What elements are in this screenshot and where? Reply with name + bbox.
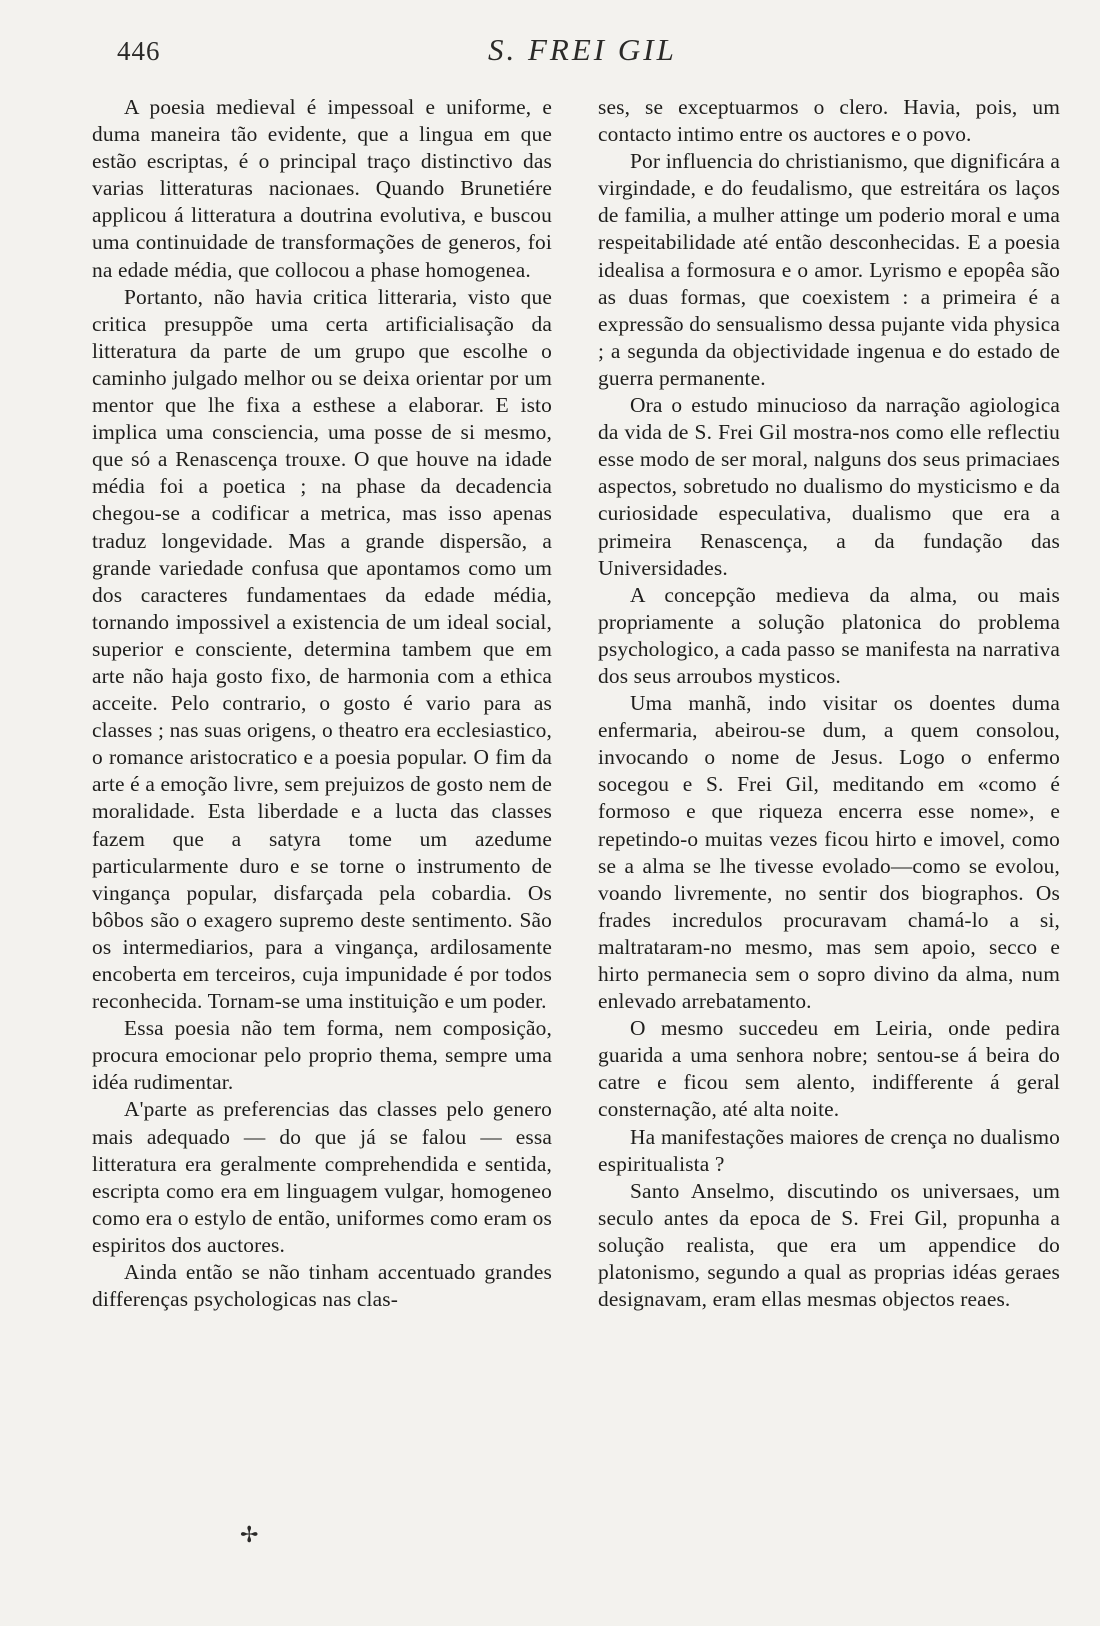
running-title: S. FREI GIL xyxy=(488,32,677,67)
page-header xyxy=(0,30,1100,74)
paragraph-continued: ses, se exceptuarmos o clero. Havia, pois, um contacto intimo entre os auctores e o povo. xyxy=(598,95,1060,147)
paragraph: Por influencia do christianismo, que dignificára a virgindade, e do feudalismo, que estreitára os laços de familia, a mulher attinge um poderio moral e uma respeitabilidade até então desconhecidas. E a poesia idealisa a formosura e o amor. Lyrismo e epopêa são as duas formas, que coexistem : a primeira é a expressão do sensualismo dessa pujante vida physica ; a segunda da objectividade ingenua e do estado de guerra permanente. xyxy=(598,149,1060,390)
signature-mark: ✢ xyxy=(240,1522,259,1547)
paragraph: Uma manhã, indo visitar os doentes duma enfermaria, abeirou-se dum, a quem consolou, invocando o nome de Jesus. Logo o enfermo socegou e S. Frei Gil, meditando em «como é formoso e que riqueza encerra esse nome», e repetindo-o muitas vezes ficou hirto e imovel, como se a alma se lhe tivesse evolado—como se evolou, voando livremente, no sentir dos biographos. Os frades incredulos procuravam chamá-lo a si, maltrataram-no mesmo, mas sem apoio, secco e hirto permanecia sem o sopro divino da alma, num enlevado arrebatamento. xyxy=(598,691,1060,1014)
paragraph: Portanto, não havia critica litteraria, visto que critica presuppõe uma certa artificialisação da litteratura da parte de um grupo que escolhe o caminho julgado melhor ou se deixa orientar por um mentor que lhe fixa a esthese a elaborar. E isto implica uma consciencia, uma posse de si mesmo, que só a Renascença trouxe. O que houve na idade média foi a poetica ; na phase da decadencia chegou-se a codificar a metrica, mas isso apenas traduz longevidade. Mas a grande dispersão, a grande variedade confusa que apontamos como um dos caracteres fundamentaes da edade média, tornando impossivel a existencia de um ideal social, superior e consciente, determina tambem que em arte não haja gosto fixo, de harmonia com a ethica acceite. Pelo contrario, o gosto é vario para as classes ; nas suas origens, o theatro era ecclesiastico, o romance aristocratico e a poesia popular. O fim da arte é a emoção livre, sem prejuizos de gosto nem de moralidade. Esta liberdade e a lucta das classes fazem que a satyra tome um azedume particularmente duro e se torne o instrumento de vingança popular, disfarçada pela cobardia. Os bôbos são o exagero supremo deste sentimento. São os intermediarios, para a vingança, ardilosamente encoberta em terceiros, cuja impunidade é por todos reconhecida. Tornam-se uma instituição e um poder. xyxy=(92,284,552,1014)
left-column xyxy=(92,94,552,1313)
paragraph: A concepção medieva da alma, ou mais propriamente a solução platonica do problema psychologico, a cada passo se manifesta na narrativa dos seus arroubos mysticos. xyxy=(598,582,1060,688)
paragraph: Ora o estudo minucioso da narração agiologica da vida de S. Frei Gil mostra-nos como elle reflectiu esse modo de ser moral, nalguns dos seus primaciaes aspectos, sobretudo no dualismo do mysticismo e da curiosidade especulativa, dualismo que era a primeira Renascença, a da fundação das Universidades. xyxy=(598,393,1060,580)
paragraph: Ainda então se não tinham accentuado grandes differenças psychologicas nas clas- xyxy=(92,1260,552,1312)
paragraph: A'parte as preferencias das classes pelo genero mais adequado — do que já se falou — essa litteratura era geralmente comprehendida e sentida, escripta como era em linguagem vulgar, homogeneo como era o estylo de então, uniformes como eram os espiritos dos auctores. xyxy=(92,1097,552,1257)
page-number: 446 xyxy=(117,36,161,66)
right-column xyxy=(598,94,1060,1313)
paragraph: Essa poesia não tem forma, nem composição, procura emocionar pelo proprio thema, sempre uma idéa rudimentar. xyxy=(92,1016,552,1095)
paragraph: Ha manifestações maiores de crença no dualismo espiritualista ? xyxy=(598,1124,1060,1176)
paragraph: A poesia medieval é impessoal e uniforme, e duma maneira tão evidente, que a lingua em que estão escriptas, é o principal traço distinctivo das varias litteraturas nacionaes. Quando Brunetiére applicou á litteratura a doutrina evolutiva, e buscou uma continuidade de transformações de generos, foi na edade média, que collocou a phase homogenea. xyxy=(92,95,552,282)
paragraph: Santo Anselmo, discutindo os universaes, um seculo antes da epoca de S. Frei Gil, propunha a solução realista, que era um appendice do platonismo, segundo a qual as proprias idéas geraes designavam, eram ellas mesmas objectos reaes. xyxy=(598,1178,1060,1312)
paragraph: O mesmo succedeu em Leiria, onde pedira guarida a uma senhora nobre; sentou-se á beira do catre e ficou sem alento, indifferente á geral consternação, até alta noite. xyxy=(598,1016,1060,1122)
